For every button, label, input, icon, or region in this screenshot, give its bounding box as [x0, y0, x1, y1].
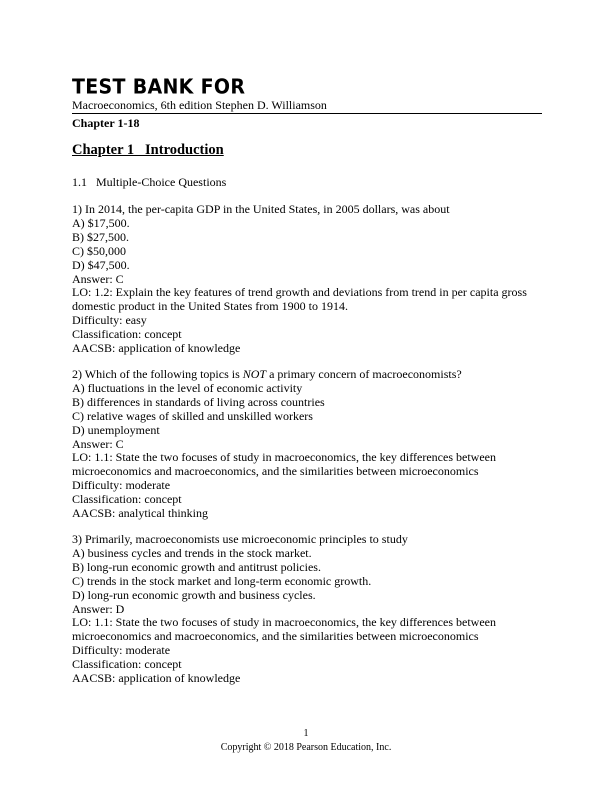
question-2: [72, 368, 540, 521]
answer: Answer: C: [72, 436, 124, 451]
chapter-range: Chapter 1-18: [72, 116, 140, 130]
answer: Answer: D: [72, 601, 125, 616]
option-b: B) $27,500.: [72, 229, 129, 244]
learning-objective: LO: 1.1: State the two focuses of study in macroeconomics, the key differences between microeconomics and macroeconomics, and the similarities between microeconomics: [72, 450, 496, 479]
answer: Answer: C: [72, 271, 124, 286]
question-1: [72, 203, 540, 356]
option-c: C) $50,000: [72, 243, 126, 258]
option-d: D) unemployment: [72, 422, 160, 437]
stem-suffix: a primary concern of macroeconomists?: [266, 367, 462, 381]
aacsb: AACSB: application of knowledge: [72, 341, 241, 356]
option-d: D) long-run economic growth and business cycles.: [72, 587, 316, 602]
difficulty: Difficulty: moderate: [72, 478, 171, 493]
aacsb: AACSB: application of knowledge: [72, 671, 241, 686]
classification: Classification: concept: [72, 492, 182, 507]
option-a: A) business cycles and trends in the stock market.: [72, 545, 312, 560]
aacsb: AACSB: analytical thinking: [72, 506, 208, 521]
question-stem: [72, 368, 540, 382]
option-b: B) differences in standards of living across countries: [72, 394, 325, 409]
stem-emphasis: NOT: [242, 367, 267, 381]
document-header: [72, 76, 542, 130]
option-a: A) fluctuations in the level of economic activity: [72, 380, 303, 395]
difficulty: Difficulty: moderate: [72, 643, 171, 658]
option-b: B) long-run economic growth and antitrust policies.: [72, 559, 321, 574]
book-subtitle: Macroeconomics, 6th edition Stephen D. Williamson: [72, 98, 327, 112]
learning-objective: LO: 1.2: Explain the key features of trend growth and deviations from trend in per capita gross domestic product in the United States from 1900 to 1914.: [72, 285, 527, 314]
question-stem: 1) In 2014, the per-capita GDP in the United States, in 2005 dollars, was about: [72, 202, 450, 216]
difficulty: Difficulty: easy: [72, 313, 147, 328]
option-a: A) $17,500.: [72, 215, 130, 230]
classification: Classification: concept: [72, 327, 182, 342]
page-number: 1: [303, 728, 309, 739]
header-divider: [72, 113, 542, 114]
question-stem: 3) Primarily, macroeconomists use microeconomic principles to study: [72, 532, 408, 546]
question-3: [72, 533, 540, 686]
stem-prefix: 2) Which of the following topics is: [72, 367, 243, 381]
section-heading: 1.1 Multiple-Choice Questions: [72, 175, 227, 189]
classification: Classification: concept: [72, 657, 182, 672]
option-c: C) trends in the stock market and long-term economic growth.: [72, 573, 372, 588]
learning-objective: LO: 1.1: State the two focuses of study in macroeconomics, the key differences between microeconomics and macroeconomics, and the similarities between microeconomics: [72, 615, 496, 644]
chapter-heading: Chapter 1 Introduction: [72, 142, 224, 158]
option-d: D) $47,500.: [72, 257, 130, 272]
test-bank-title: TEST BANK FOR: [72, 74, 246, 99]
option-c: C) relative wages of skilled and unskilled workers: [72, 408, 313, 423]
copyright-notice: Copyright © 2018 Pearson Education, Inc.: [220, 742, 392, 753]
